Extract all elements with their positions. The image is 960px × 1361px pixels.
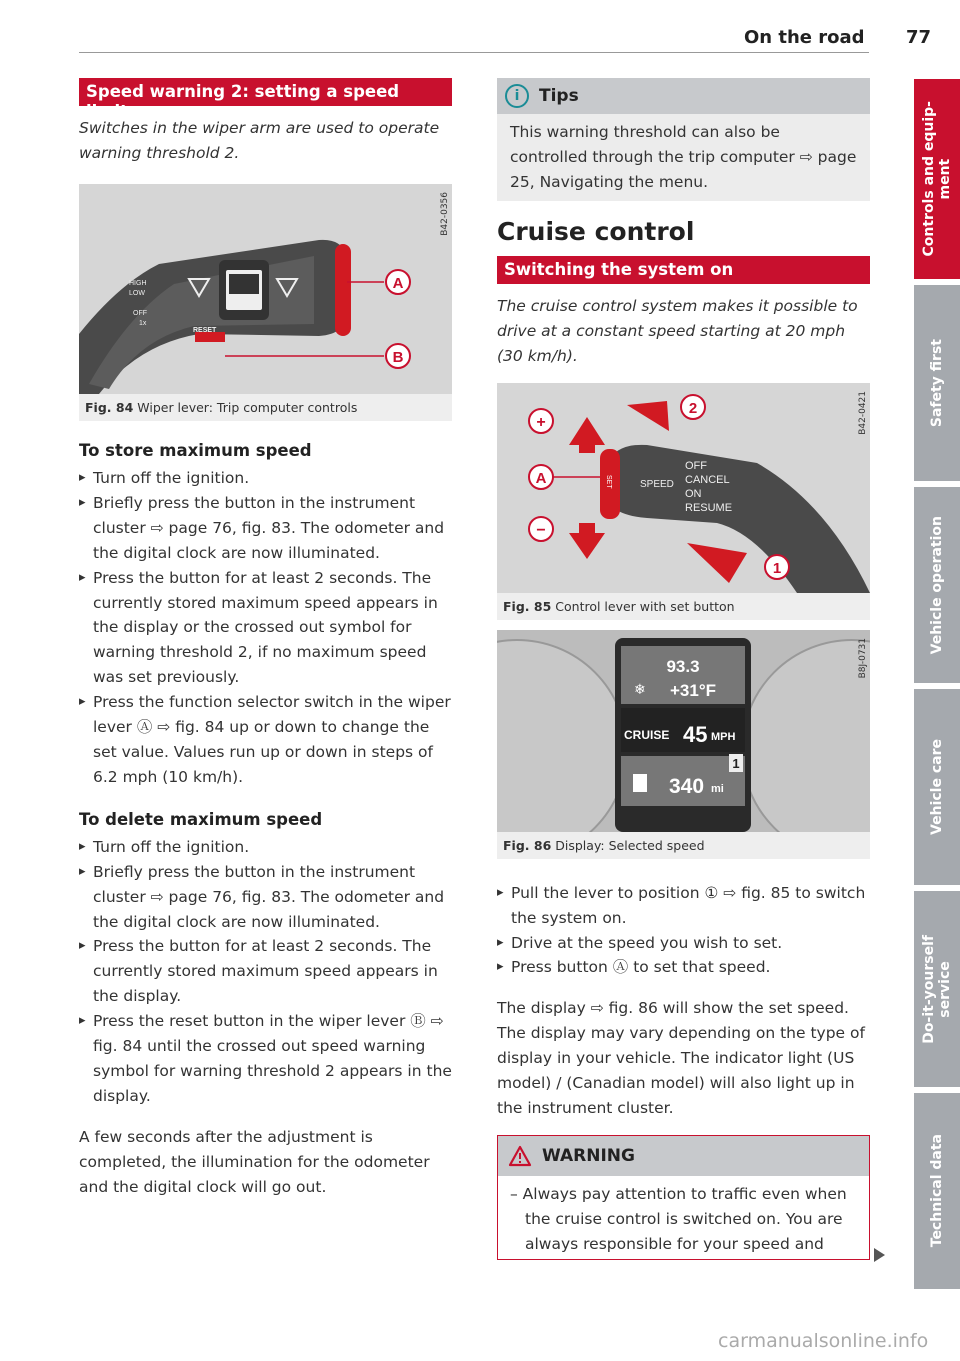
label-speed: SPEED bbox=[640, 478, 674, 490]
figure-caption bbox=[497, 832, 870, 859]
label-high: HIGH bbox=[129, 280, 147, 287]
range-value: 340 bbox=[669, 774, 705, 798]
tab-label: Vehicle care bbox=[929, 739, 945, 835]
label-off: OFF bbox=[133, 310, 147, 317]
section-heading-switching-on: Switching the system on bbox=[497, 256, 870, 284]
tab-label: Vehicle operation bbox=[929, 515, 945, 655]
warning-box bbox=[497, 1135, 870, 1260]
snowflake-icon: ❄ bbox=[634, 681, 646, 698]
caption-text: Wiper lever: Trip computer controls bbox=[137, 400, 358, 415]
figure-code: B42-0356 bbox=[440, 192, 450, 236]
intro-text: The cruise control system makes it possible to drive at a constant speed starting at 20 mph (30 km/h). bbox=[497, 296, 858, 365]
info-icon: i bbox=[505, 84, 529, 108]
chapter-tabs bbox=[914, 79, 960, 1295]
step: ▸ Press the button for at least 2 seconds. The currently stored maximum speed appears in the display or the crossed out symbol for warning threshold 2, if no maximum speed was set previously. bbox=[79, 566, 452, 691]
step: ▸ Drive at the speed you wish to set. bbox=[497, 931, 870, 956]
figure-84 bbox=[79, 184, 452, 421]
callout-b: B bbox=[392, 349, 404, 366]
left-column bbox=[79, 78, 452, 1199]
cruise-unit: MPH bbox=[711, 730, 736, 743]
callout-2: 2 bbox=[688, 399, 698, 417]
step: ▸ Briefly press the button in the instrument cluster ⇨ page 76, fig. 83. The odometer and the digital clock are now illuminated. bbox=[79, 491, 452, 566]
cruise-lever-graphic bbox=[497, 383, 870, 593]
display-paragraph: The display ⇨ fig. 86 will show the set speed. The display may vary depending on the type of display in your vehicle. The indicator light (US model) / (Canadian model) will also light up in the instrument cluster. bbox=[497, 999, 865, 1117]
step: ▸ Press button Ⓐ to set that speed. bbox=[497, 955, 870, 980]
tips-box bbox=[497, 78, 870, 201]
label-cancel: CANCEL bbox=[685, 473, 730, 486]
cluster-display-illustration bbox=[497, 630, 870, 832]
callout-minus: − bbox=[536, 521, 546, 539]
callout-a: A bbox=[392, 275, 404, 292]
callout-a: A bbox=[535, 469, 547, 487]
cruise-lever-illustration bbox=[497, 383, 870, 593]
step: ▸ Press the reset button in the wiper lever Ⓑ ⇨ fig. 84 until the crossed out speed warning symbol for warning threshold 2 appears in the display. bbox=[79, 1009, 452, 1109]
temperature-value: +31°F bbox=[669, 680, 717, 700]
section-heading-speed-warning: Speed warning 2: setting a speed limit bbox=[79, 78, 452, 106]
step: ▸ Pull the lever to position ① ⇨ fig. 85 to switch the system on. bbox=[497, 881, 870, 931]
label-low: LOW bbox=[129, 290, 145, 297]
figure-85 bbox=[497, 383, 870, 620]
right-column bbox=[497, 78, 870, 1260]
callout-plus: + bbox=[536, 413, 546, 431]
heading-store-max-speed: To store maximum speed bbox=[79, 441, 312, 460]
tab-vehicle-operation[interactable] bbox=[914, 487, 960, 683]
figure-caption bbox=[497, 593, 870, 620]
indicator-number: 1 bbox=[732, 755, 740, 771]
closing-paragraph: A few seconds after the adjustment is completed, the illumination for the odometer and the digital clock will go out. bbox=[79, 1127, 430, 1196]
footer-watermark: carmanualsonline.info bbox=[718, 1330, 929, 1352]
caption-label: Fig. 86 bbox=[503, 837, 552, 853]
cluster-display-graphic bbox=[497, 630, 870, 832]
tab-label: Technical data bbox=[929, 1134, 945, 1248]
callout-1: 1 bbox=[772, 559, 782, 577]
page-number: 77 bbox=[906, 27, 932, 48]
label-reset: RESET bbox=[193, 327, 217, 334]
warning-header bbox=[498, 1136, 869, 1176]
warning-title: WARNING bbox=[542, 1145, 635, 1166]
tab-label: Safety first bbox=[929, 338, 945, 428]
warning-body bbox=[498, 1176, 869, 1259]
chapter-title: Cruise control bbox=[497, 216, 695, 246]
caption-label: Fig. 85 bbox=[503, 598, 552, 614]
tips-title: Tips bbox=[539, 86, 579, 106]
label-on: ON bbox=[685, 487, 702, 500]
step: ▸ Briefly press the button in the instrument cluster ⇨ page 76, fig. 83. The odometer and the digital clock are now illuminated. bbox=[79, 860, 452, 935]
delete-steps bbox=[79, 835, 452, 1109]
figure-code: B8J-0731 bbox=[858, 637, 868, 679]
caption-text: Display: Selected speed bbox=[555, 837, 705, 853]
cruise-speed: 45 bbox=[683, 721, 708, 747]
label-off: OFF bbox=[685, 459, 707, 472]
intro-text: Switches in the wiper arm are used to operate warning threshold 2. bbox=[79, 119, 440, 162]
switch-on-steps bbox=[497, 881, 870, 981]
tab-safety-first[interactable] bbox=[914, 285, 960, 481]
figure-86 bbox=[497, 630, 870, 859]
tab-label: Do-it-yourself service bbox=[921, 934, 953, 1044]
figure-caption bbox=[79, 394, 452, 421]
label-set: SET bbox=[605, 474, 612, 489]
tab-controls-and-equipment[interactable] bbox=[914, 79, 960, 279]
range-unit: mi bbox=[711, 782, 724, 795]
continue-arrow-icon bbox=[874, 1248, 885, 1262]
step: ▸ Turn off the ignition. bbox=[79, 835, 452, 860]
heading-delete-max-speed: To delete maximum speed bbox=[79, 809, 323, 829]
tab-vehicle-care[interactable] bbox=[914, 689, 960, 885]
tab-label: Controls and equip- ment bbox=[921, 101, 953, 257]
tab-do-it-yourself-service[interactable] bbox=[914, 891, 960, 1087]
warning-triangle-icon bbox=[508, 1145, 532, 1167]
label-resume: RESUME bbox=[685, 501, 733, 514]
wiper-lever-graphic bbox=[79, 184, 452, 394]
odometer-value: 93.3 bbox=[666, 656, 700, 676]
store-steps bbox=[79, 466, 452, 790]
wiper-lever-illustration bbox=[79, 184, 452, 394]
fuel-pump-icon bbox=[633, 774, 647, 792]
label-1x: 1x bbox=[139, 320, 147, 327]
step: ▸ Turn off the ignition. bbox=[79, 466, 452, 491]
running-header-title: On the road bbox=[744, 27, 865, 48]
step: ▸ Press the function selector switch in the wiper lever Ⓐ ⇨ fig. 84 up or down to change the set value. Values run up or down in steps of 6.2 mph (10 km/h). bbox=[79, 690, 452, 790]
tips-body: This warning threshold can also be controlled through the trip computer ⇨ page 25, Navigating the menu. bbox=[497, 114, 870, 201]
tips-header bbox=[497, 78, 870, 114]
caption-text: Control lever with set button bbox=[555, 598, 735, 614]
warning-text: – Always pay attention to traffic even when the cruise control is switched on. You are always responsible for your speed and bbox=[510, 1184, 847, 1253]
figure-code: B42-0421 bbox=[858, 390, 868, 435]
header-rule bbox=[79, 52, 869, 53]
step: ▸ Press the button for at least 2 seconds. The currently stored maximum speed appears in the display. bbox=[79, 934, 452, 1009]
tab-technical-data[interactable] bbox=[914, 1093, 960, 1289]
cruise-label: CRUISE bbox=[624, 727, 670, 742]
caption-label: Fig. 84 bbox=[85, 400, 134, 415]
